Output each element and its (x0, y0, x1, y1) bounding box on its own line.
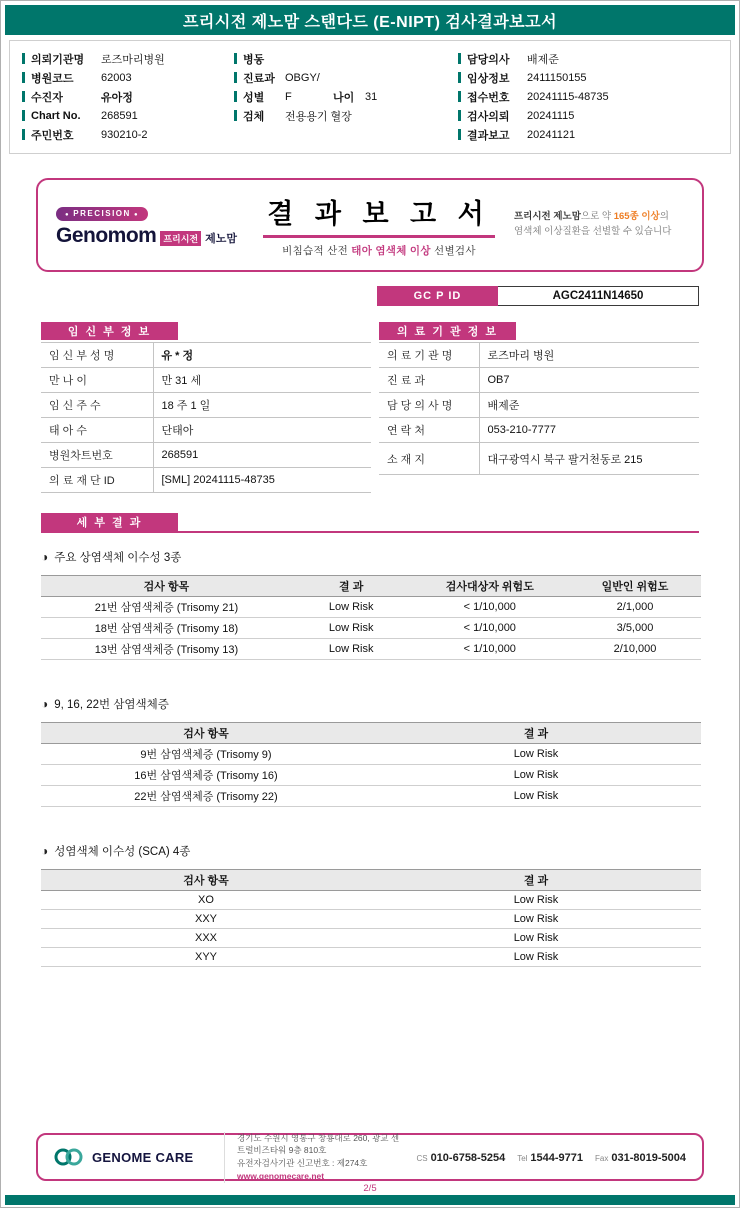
genomom-brand (56, 203, 244, 248)
admin-header (9, 40, 731, 154)
table-row: 태 아 수 단태아 (41, 418, 371, 443)
footer-license: 유전자검사기관 신고번호 : 제274호 (237, 1158, 368, 1168)
admin-row (458, 106, 718, 125)
admin-value: 전용용기 혈장 (285, 110, 352, 123)
table-row: 소 재 지 대구광역시 북구 팔거천동로 215 (379, 443, 699, 475)
mother-info-table (41, 342, 371, 493)
label-tick (22, 110, 25, 121)
precision-kr-badge: 프리시전 (160, 231, 201, 246)
table-row: 9번 삼염색체증 (Trisomy 9) Low Risk (41, 744, 701, 765)
label-tick (22, 129, 25, 140)
table-row: 16번 삼염색체증 (Trisomy 16) Low Risk (41, 765, 701, 786)
table-row: 임 신 주 수 18 주 1 일 (41, 393, 371, 418)
subtitle-highlight: 태아 염색체 이상 (351, 245, 431, 257)
admin-row (458, 125, 718, 144)
mother-info-title: 임 신 부 정 보 (41, 322, 178, 340)
admin-label: 나이 (333, 91, 355, 104)
admin-value: 유아정 (101, 91, 133, 104)
report-title-block (254, 192, 504, 258)
gcpid-value: AGC2411N14650 (498, 286, 699, 306)
genomecare-logo (54, 1146, 212, 1168)
table-row: 22번 삼염색체증 (Trisomy 22) Low Risk (41, 786, 701, 807)
admin-label: 담당의사 (467, 53, 510, 66)
table-row: 연 락 처 053-210-7777 (379, 418, 699, 443)
half-circle-bullet: ◑ (41, 550, 49, 564)
label-tick (234, 91, 237, 102)
admin-value: 930210-2 (101, 128, 148, 141)
report-header-card (36, 178, 704, 272)
label-tick (234, 53, 237, 64)
trisomy-9-16-22-result-table (41, 722, 701, 807)
table-row: XYY Low Risk (41, 948, 701, 967)
admin-label: 주민번호 (31, 129, 74, 142)
table-header-row: 검사 항목 결 과 (41, 870, 701, 891)
result-caption-sca: ◑ 성염색체 이수성 (SCA) 4종 (41, 844, 191, 858)
clinic-info-title: 의 료 기 관 정 보 (379, 322, 516, 340)
admin-value: 20241121 (527, 128, 576, 141)
admin-row (22, 106, 234, 125)
admin-row (22, 87, 234, 106)
table-row: 의 료 기 관 명 로즈마리 병원 (379, 343, 699, 368)
admin-value: 31 (365, 90, 378, 103)
admin-col-middle (234, 49, 458, 144)
brand-tagline: 프리시전 제노맘으로 약 165종 이상의 염색체 이상질환을 선별할 수 있습니다 (514, 211, 672, 237)
contact-cs: CS 010-6758-5254 (416, 1152, 506, 1164)
admin-label: 결과보고 (467, 129, 510, 142)
detail-results-title: 세 부 결 과 (41, 513, 178, 531)
admin-label: 접수번호 (467, 91, 510, 104)
gcpid-row (41, 286, 699, 306)
genomom-logo-text: Genomom (56, 223, 157, 247)
admin-row (458, 49, 718, 68)
footer-website-link[interactable]: www.genomecare.net (237, 1170, 325, 1181)
admin-row (458, 87, 718, 106)
genomecare-logo-text: GENOME CARE (92, 1149, 194, 1165)
admin-value: 268591 (101, 109, 138, 122)
admin-label: 성별 (243, 91, 265, 104)
admin-value: 20241115 (527, 109, 575, 122)
half-circle-bullet: ◑ (41, 844, 49, 858)
admin-row (234, 68, 458, 87)
info-tables (41, 322, 699, 493)
table-header-row: 검사 항목 결 과 (41, 723, 701, 744)
admin-value: 20241115-48735 (527, 90, 609, 103)
admin-value: F (285, 90, 292, 103)
admin-label: 수진자 (31, 91, 63, 104)
genomam-kr-text: 제노맘 (205, 232, 238, 245)
table-header-row: 검사 항목 결 과 검사대상자 위험도 일반인 위험도 (41, 576, 701, 597)
label-tick (22, 72, 25, 83)
admin-label: 병원코드 (31, 72, 74, 85)
admin-row (458, 68, 718, 87)
table-row: 만 나 이 만 31 세 (41, 368, 371, 393)
table-row: 13번 삼염색체증 (Trisomy 13) Low Risk < 1/10,000 2/10,000 (41, 639, 701, 660)
label-tick (458, 110, 461, 121)
admin-value: 로즈마리병원 (101, 53, 165, 66)
admin-label: 검사의뢰 (467, 110, 510, 123)
brand-wordmark (56, 224, 244, 248)
table-row: 의 료 재 단 ID [SML] 20241115-48735 (41, 468, 371, 493)
admin-value: 62003 (101, 71, 132, 84)
result-caption-autosome: ◑ 주요 상염색체 이수성 3종 (41, 550, 182, 564)
label-tick (234, 72, 237, 83)
label-tick (458, 72, 461, 83)
admin-col-left (22, 49, 234, 144)
half-circle-bullet: ◑ (41, 697, 49, 711)
contact-tel: Tel 1544-9771 (517, 1152, 584, 1164)
label-tick (22, 91, 25, 102)
result-caption-trisomy-9-16-22: ◑ 9, 16, 22번 삼염색체증 (41, 697, 169, 711)
table-row: 진 료 과 OB7 (379, 368, 699, 393)
report-subtitle: 비침습적 산전 태아 염색체 이상 선별검사 (282, 245, 476, 257)
admin-row (234, 49, 458, 68)
footer-address: 경기도 수원시 영통구 창룡대로 260, 광교 센트럴비즈타워 9층 810호 (237, 1132, 400, 1156)
clinic-info-section (379, 322, 699, 475)
label-tick (234, 110, 237, 121)
table-row: XO Low Risk (41, 891, 701, 910)
bottom-accent-bar (5, 1195, 735, 1205)
sca-result-table (41, 869, 701, 967)
contact-fax: Fax 031-8019-5004 (595, 1152, 686, 1164)
clinic-info-table (379, 342, 699, 475)
precision-badge: ● PRECISION ● (56, 207, 148, 221)
admin-col-right (458, 49, 718, 144)
admin-label: 검체 (243, 110, 265, 123)
admin-row (22, 68, 234, 87)
report-title: 결 과 보 고 서 (263, 192, 494, 238)
label-tick (22, 53, 25, 64)
table-row: 병원차트번호 268591 (41, 443, 371, 468)
tagline-highlight: 165종 이상 (613, 211, 660, 223)
admin-label: 병동 (243, 53, 265, 66)
admin-label: Chart No. (31, 109, 81, 122)
admin-value: 배제준 (527, 53, 559, 66)
footer-address-block (224, 1132, 404, 1183)
admin-label: 임상정보 (467, 72, 510, 85)
autosome-result-table (41, 575, 701, 660)
page-number: 2/5 (363, 1183, 377, 1194)
label-tick (458, 53, 461, 64)
detail-results-header (41, 515, 699, 533)
gcpid-label: GC P ID (377, 286, 498, 306)
admin-row (22, 125, 234, 144)
genomecare-logo-icon (54, 1146, 86, 1168)
admin-row-sex-age (234, 87, 458, 106)
footer-card (36, 1133, 704, 1181)
table-row: 21번 삼염색체증 (Trisomy 21) Low Risk < 1/10,000 2/1,000 (41, 597, 701, 618)
page-title-bar (5, 5, 735, 35)
admin-value: OBGY/ (285, 71, 320, 84)
admin-row (234, 106, 458, 125)
table-row: XXX Low Risk (41, 929, 701, 948)
footer-contacts (416, 1148, 686, 1166)
table-row: 18번 삼염색체증 (Trisomy 18) Low Risk < 1/10,000 3/5,000 (41, 618, 701, 639)
admin-label: 의뢰기관명 (31, 53, 85, 66)
table-row: XXY Low Risk (41, 910, 701, 929)
label-tick (458, 129, 461, 140)
admin-value: 2411150155 (527, 71, 587, 84)
admin-label: 진료과 (243, 72, 275, 85)
label-tick (458, 91, 461, 102)
admin-row (22, 49, 234, 68)
page-title: 프리시전 제노맘 스탠다드 (E-NIPT) 검사결과보고서 (182, 13, 558, 31)
table-row: 담 당 의 사 명 배제준 (379, 393, 699, 418)
mother-info-section (41, 322, 371, 493)
table-row: 임 신 부 성 명 유 * 정 (41, 343, 371, 368)
